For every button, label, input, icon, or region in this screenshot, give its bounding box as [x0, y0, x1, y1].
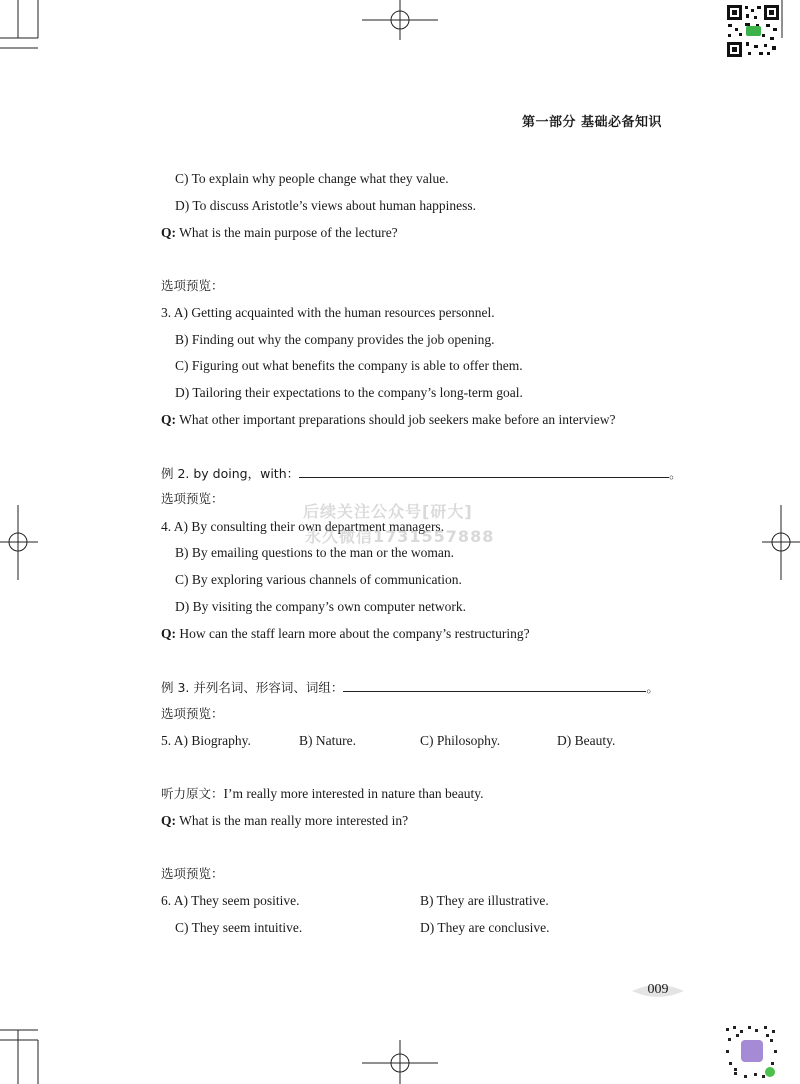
example-2 [161, 465, 682, 482]
options-preview-label: 选项预览： [161, 866, 224, 881]
question-text: What other important preparations should job seekers make before an interview? [176, 412, 616, 427]
example-end: 。 [646, 680, 659, 695]
page-number: 009 [647, 982, 669, 997]
option-d: D) By visiting the company’s own computer network. [175, 599, 466, 614]
option-a: 3. A) Getting acquainted with the human resources personnel. [161, 305, 495, 320]
option-a: 4. A) By consulting their own department managers. [161, 519, 445, 534]
question [161, 225, 398, 241]
transcript-label: 听力原文： [161, 786, 224, 801]
question [161, 626, 530, 642]
question [161, 412, 615, 428]
option-b: B) Nature. [299, 733, 356, 748]
question-text: How can the staff learn more about the company’s restructuring? [176, 626, 530, 641]
answer-blank [299, 465, 669, 478]
watermark-line-2: 永久微信1731557888 [305, 527, 495, 546]
example-3 [161, 679, 659, 696]
transcript [161, 786, 484, 802]
qr-code-icon [724, 1024, 780, 1080]
example-end: 。 [669, 466, 682, 481]
options-preview-label: 选项预览： [161, 278, 224, 293]
option-c: C) They seem intuitive. [175, 920, 303, 935]
transcript-text: I’m really more interested in nature than beauty. [223, 786, 484, 801]
watermark-line-1: 后续关注公众号[研大] [303, 502, 473, 521]
option-d: D) They are conclusive. [420, 920, 550, 935]
option-c: C) By exploring various channels of communication. [175, 572, 462, 587]
option-a: 5. A) Biography. [161, 733, 251, 748]
option-c: C) To explain why people change what they value. [175, 171, 449, 186]
question-label: Q: [161, 225, 176, 240]
option-d: D) To discuss Aristotle’s views about human happiness. [175, 198, 477, 213]
options-preview-label: 选项预览： [161, 706, 224, 721]
option-d: D) Beauty. [557, 733, 616, 748]
option-b: B) Finding out why the company provides the job opening. [175, 332, 495, 347]
page-number-badge [632, 981, 684, 1001]
example-label: 例 2. by doing，with： [161, 466, 300, 481]
option-d: D) Tailoring their expectations to the company’s long-term goal. [175, 385, 523, 400]
question-label: Q: [161, 626, 176, 641]
options-preview-label: 选项预览： [161, 491, 224, 506]
option-b: B) By emailing questions to the man or the woman. [175, 545, 454, 560]
section-header: 第一部分 基础必备知识 [521, 115, 662, 130]
answer-blank [343, 679, 646, 692]
question [161, 813, 408, 829]
option-c: C) Figuring out what benefits the company is able to offer them. [175, 358, 523, 373]
option-b: B) They are illustrative. [420, 893, 549, 908]
example-label: 例 3. 并列名词、形容词、词组： [161, 680, 344, 695]
question-label: Q: [161, 813, 176, 828]
question-text: What is the main purpose of the lecture? [176, 225, 398, 240]
option-c: C) Philosophy. [420, 733, 501, 748]
option-a: 6. A) They seem positive. [161, 893, 300, 908]
question-text: What is the man really more interested in? [176, 813, 409, 828]
qr-code-icon [726, 4, 780, 58]
question-label: Q: [161, 412, 176, 427]
